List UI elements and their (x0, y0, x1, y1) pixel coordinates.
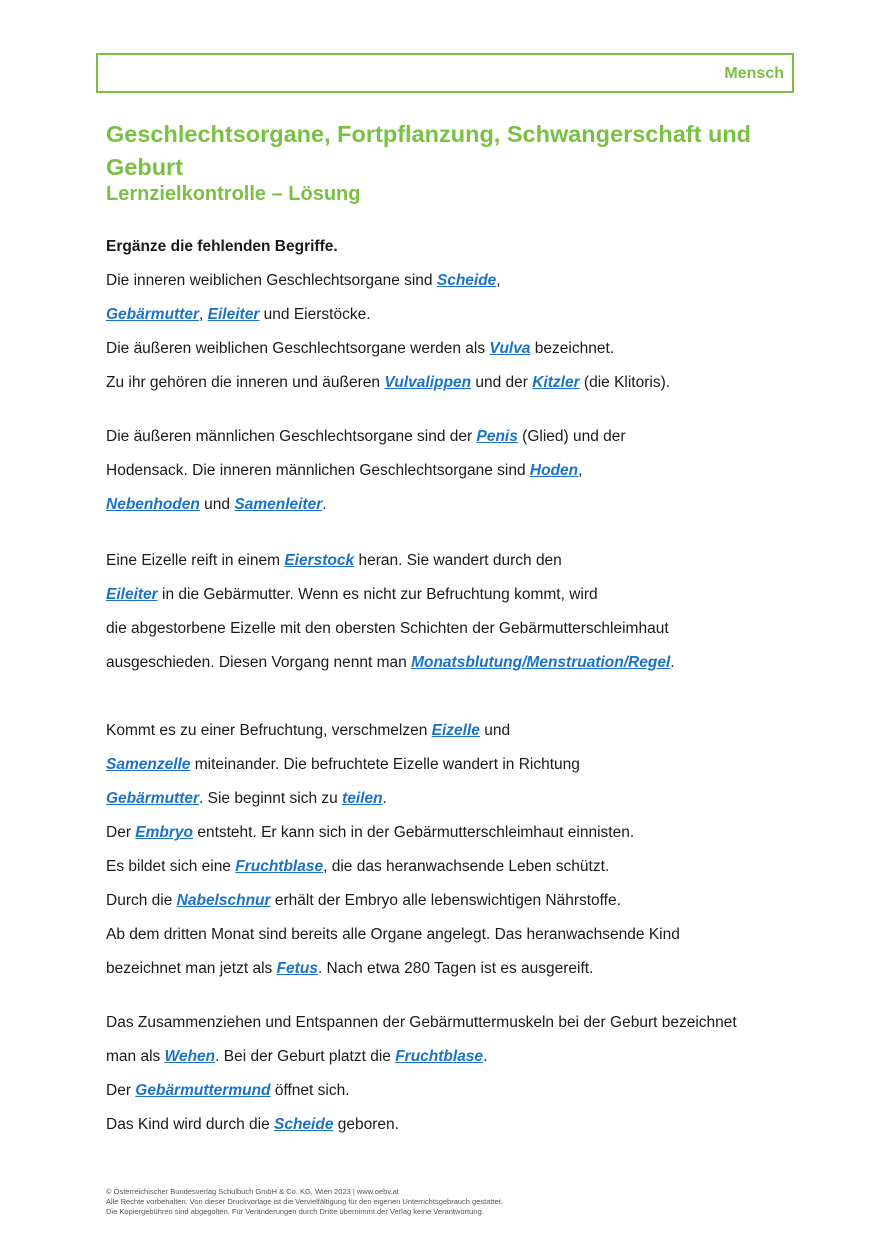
text: entsteht. Er kann sich in der Gebärmutterschleimhaut einnisten. (193, 824, 635, 841)
text: , die das heranwachsende Leben schützt. (323, 858, 610, 875)
answer: Eileiter (207, 306, 260, 323)
text: man als (106, 1048, 165, 1065)
text: Eine Eizelle reift in einem (106, 552, 285, 569)
answer: Vulvalippen (384, 374, 472, 391)
text-line (106, 298, 796, 332)
text: (die Klitoris). (579, 374, 671, 391)
answer: Eizelle (431, 722, 480, 739)
text-line (106, 782, 796, 816)
text: Das Kind wird durch die (106, 1116, 274, 1133)
text-line (106, 264, 796, 298)
text: , (199, 306, 208, 323)
answer: Gebärmutter (106, 306, 200, 323)
text-line (106, 454, 796, 488)
text-line (106, 952, 796, 986)
answer: Nebenhoden (106, 496, 200, 513)
footer-copyright: © Österreichischer Bundesverlag Schulbuch GmbH & Co. KG, Wien 2023 | www.oebv.at (106, 1187, 399, 1196)
answer: Gebärmuttermund (135, 1082, 271, 1099)
instruction: Ergänze die fehlenden Begriffe. (106, 238, 338, 255)
text: Durch die (106, 892, 177, 909)
text: erhält der Embryo alle lebenswichtigen Nährstoffe. (270, 892, 621, 909)
answer: Embryo (135, 824, 194, 841)
text-line (106, 714, 796, 748)
text: ausgeschieden. Diesen Vorgang nennt man (106, 654, 412, 671)
answer: Gebärmutter (106, 790, 200, 807)
header-box (96, 53, 794, 93)
answer: Scheide (436, 272, 497, 289)
text: . (322, 496, 327, 513)
spacer (106, 986, 796, 1006)
text-line (106, 578, 796, 612)
text-line (106, 332, 796, 366)
page-title: Geschlechtsorgane, Fortpflanzung, Schwangerschaft und Geburt (106, 121, 752, 180)
answer: Fetus (276, 960, 318, 977)
text-line (106, 816, 796, 850)
answer: Penis (476, 428, 518, 445)
text: . (670, 654, 675, 671)
page-subtitle: Lernzielkontrolle – Lösung (106, 183, 361, 205)
text: geboren. (333, 1116, 399, 1133)
answer: Samenleiter (234, 496, 323, 513)
answer: Eierstock (284, 552, 355, 569)
text: und (199, 496, 235, 513)
text: öffnet sich. (270, 1082, 350, 1099)
text-line (106, 366, 796, 400)
answer: Eileiter (106, 586, 158, 603)
text: Kommt es zu einer Befruchtung, verschmelzen (106, 722, 432, 739)
text-line (106, 544, 796, 578)
answer: teilen (342, 790, 383, 807)
text: Der (106, 1082, 136, 1099)
text-line (106, 884, 796, 918)
text-line (106, 488, 796, 522)
spacer (106, 680, 796, 714)
text: Die äußeren männlichen Geschlechtsorgane sind der (106, 428, 477, 445)
text: . (483, 1048, 488, 1065)
text: miteinander. Die befruchtete Eizelle wandert in Richtung (190, 756, 580, 773)
text: . Nach etwa 280 Tagen ist es ausgereift. (317, 960, 594, 977)
footer-rights: Alle Rechte vorbehalten. Von dieser Druckvorlage ist die Vervielfältigung für den eigenen Unterrichtsgebrauch gestattet. (106, 1197, 503, 1206)
text: heran. Sie wandert durch den (354, 552, 562, 569)
text: die abgestorbene Eizelle mit den obersten Schichten der Gebärmutterschleimhaut (106, 620, 669, 637)
answer: Fruchtblase (395, 1048, 484, 1065)
answer: Kitzler (532, 374, 580, 391)
text: , (496, 272, 501, 289)
text: Die äußeren weiblichen Geschlechtsorgane werden als (106, 340, 490, 357)
text: und der (471, 374, 533, 391)
text: , (578, 462, 583, 479)
text: Es bildet sich eine (106, 858, 236, 875)
text: Das Zusammenziehen und Entspannen der Gebärmuttermuskeln bei der Geburt bezeichnet (106, 1014, 737, 1031)
text-line (106, 1108, 796, 1142)
text: . Sie beginnt sich zu (199, 790, 343, 807)
text-line (106, 850, 796, 884)
footer (106, 1187, 503, 1217)
text: . (382, 790, 387, 807)
answer: Fruchtblase (235, 858, 324, 875)
text: Der (106, 824, 136, 841)
text-line (106, 612, 796, 646)
section-label: Mensch (724, 65, 784, 82)
text-line (106, 918, 796, 952)
text: bezeichnet. (530, 340, 615, 357)
text-line (106, 1006, 796, 1040)
answer: Monatsblutung/Menstruation/Regel (411, 654, 671, 671)
text-line (106, 1074, 796, 1108)
answer: Scheide (274, 1116, 334, 1133)
spacer (106, 400, 796, 420)
text: und (479, 722, 511, 739)
text: bezeichnet man jetzt als (106, 960, 277, 977)
text: in die Gebärmutter. Wenn es nicht zur Befruchtung kommt, wird (157, 586, 598, 603)
spacer (106, 522, 796, 544)
text: (Glied) und der (517, 428, 626, 445)
text: Ab dem dritten Monat sind bereits alle Organe angelegt. Das heranwachsende Kind (106, 926, 680, 943)
text: Die inneren weiblichen Geschlechtsorgane sind (106, 272, 437, 289)
text: und Eierstöcke. (259, 306, 371, 323)
answer: Samenzelle (106, 756, 191, 773)
text-line (106, 1040, 796, 1074)
text-line (106, 646, 796, 680)
worksheet-content (106, 230, 796, 1142)
text: Zu ihr gehören die inneren und äußeren (106, 374, 385, 391)
answer: Vulva (489, 340, 531, 357)
text-line (106, 748, 796, 782)
text-line (106, 420, 796, 454)
footer-disclaimer: Die Kopiergebühren sind abgegolten. Für Veränderungen durch Dritte übernimmt der Verlag keine Verantwortung. (106, 1207, 484, 1216)
text: Hodensack. Die inneren männlichen Geschlechtsorgane sind (106, 462, 530, 479)
answer: Wehen (164, 1048, 216, 1065)
answer: Hoden (529, 462, 579, 479)
answer: Nabelschnur (176, 892, 271, 909)
text: . Bei der Geburt platzt die (215, 1048, 396, 1065)
